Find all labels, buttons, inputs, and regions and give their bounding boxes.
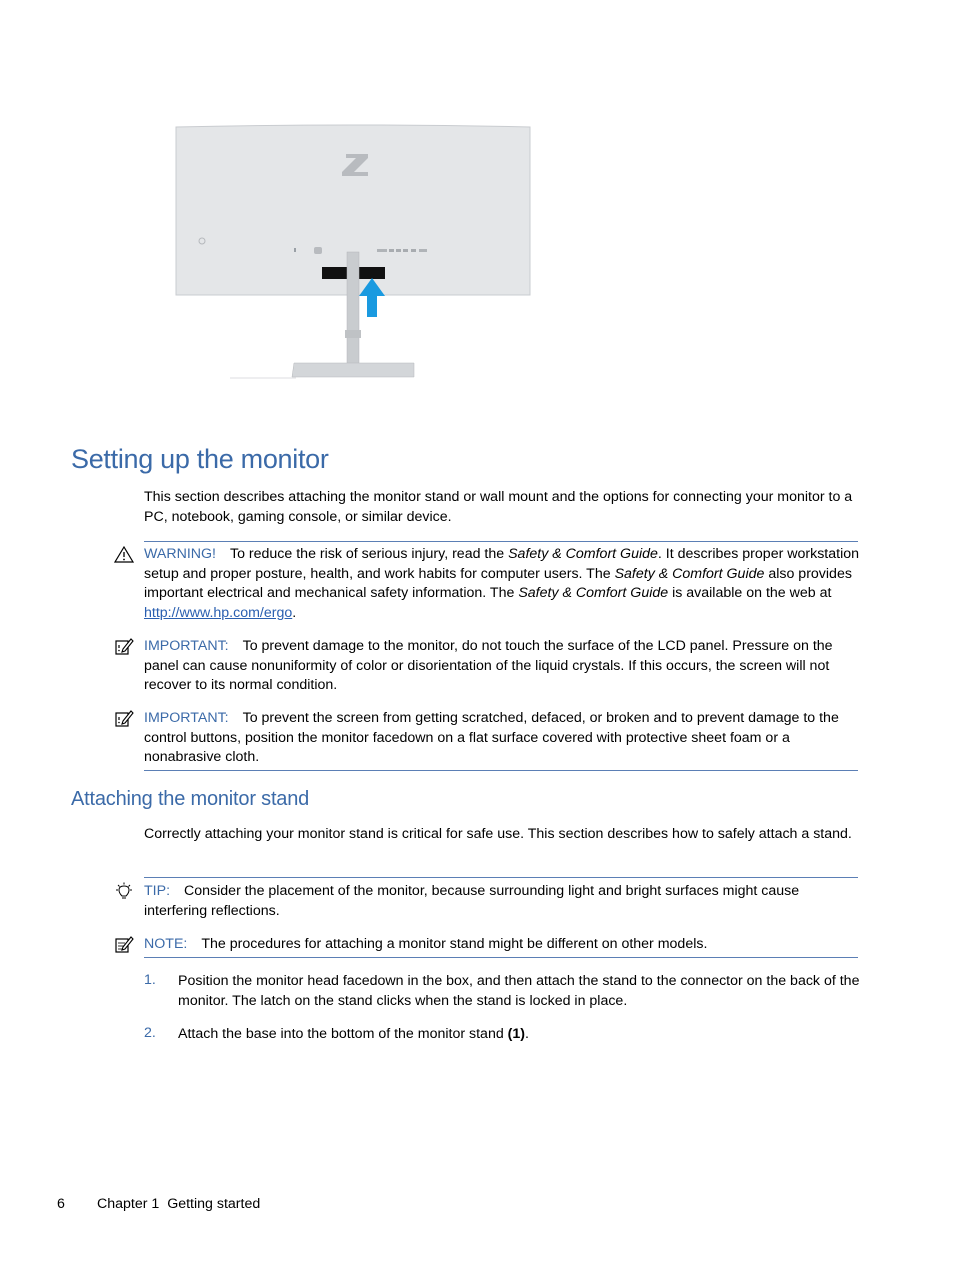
guide-title: Safety & Comfort Guide bbox=[614, 565, 765, 582]
monitor-stand-illustration bbox=[170, 120, 540, 385]
ergo-link[interactable]: http://www.hp.com/ergo bbox=[144, 604, 293, 621]
notice-bottom-rule bbox=[144, 770, 858, 771]
step-text-part: Attach the base into the bottom of the monitor stand bbox=[178, 1026, 508, 1042]
important-text: To prevent damage to the monitor, do not touch the surface of the LCD panel. Pressure on the panel can cause nonuniformity of color or disorientation of the liquid crystals. If this occurs, the screen will not recover to its normal condition. bbox=[144, 638, 833, 693]
guide-title: Safety & Comfort Guide bbox=[508, 546, 658, 562]
stand-intro-paragraph: Correctly attaching your monitor stand is critical for safe use. This section describes how to safely attach a stand. bbox=[144, 826, 852, 842]
note-label: NOTE: bbox=[144, 936, 188, 952]
step-text: Position the monitor head facedown in the box, and then attach the stand to the connector on the back of the monitor. The latch on the stand clicks when the stand is locked in place. bbox=[178, 973, 860, 1009]
monitor-back-drawing bbox=[170, 120, 540, 385]
important-icon bbox=[114, 637, 136, 657]
tip-label: TIP: bbox=[144, 883, 171, 899]
step-number: 2. bbox=[144, 1025, 156, 1041]
step-text-part: . bbox=[525, 1026, 529, 1042]
warning-text: . bbox=[292, 604, 297, 621]
important-notice-scratch bbox=[144, 709, 864, 768]
note-notice bbox=[144, 935, 864, 955]
important-label: IMPORTANT: bbox=[144, 710, 229, 726]
step-text bbox=[178, 1025, 868, 1045]
note-text: The procedures for attaching a monitor stand might be different on other models. bbox=[201, 936, 708, 952]
page-title: Setting up the monitor bbox=[71, 444, 329, 474]
intro-paragraph: This section describes attaching the monitor stand or wall mount and the options for connecting your monitor to a PC, notebook, gaming console, or similar device. bbox=[144, 489, 853, 525]
warning-icon bbox=[114, 545, 136, 565]
important-notice-lcd bbox=[144, 637, 864, 696]
warning-label: WARNING! bbox=[144, 546, 216, 562]
callout-number: (1) bbox=[507, 1026, 526, 1042]
page-number: 6 bbox=[57, 1196, 65, 1212]
guide-title: Safety & Comfort Guide bbox=[518, 585, 669, 601]
tip-text: Consider the placement of the monitor, because surrounding light and bright surfaces might cause interfering reflections. bbox=[144, 883, 800, 919]
tip-top-rule bbox=[144, 877, 858, 878]
important-icon bbox=[114, 709, 136, 729]
warning-text: also provides important electrical and mechanical safety information. The bbox=[144, 565, 852, 601]
warning-text: To reduce the risk of serious injury, read the bbox=[229, 546, 509, 562]
notice-top-rule bbox=[144, 541, 858, 542]
warning-text: is available on the web at bbox=[668, 585, 832, 601]
section-title: Attaching the monitor stand bbox=[71, 788, 310, 810]
important-label: IMPORTANT: bbox=[144, 638, 229, 654]
tip-notice bbox=[144, 882, 864, 921]
lightbulb-icon bbox=[114, 882, 136, 902]
chapter-footer: Chapter 1 Getting started bbox=[97, 1196, 261, 1212]
warning-notice bbox=[144, 545, 864, 623]
step-number: 1. bbox=[144, 972, 156, 988]
note-bottom-rule bbox=[144, 957, 858, 958]
warning-text: . It describes proper workstation setup and proper posture, health, and work habits for computer users. The bbox=[144, 546, 859, 582]
important-text: To prevent the screen from getting scratched, defaced, or broken and to prevent damage to the control buttons, position the monitor facedown on a flat surface covered with protective sheet foam or a nonabrasive cloth. bbox=[144, 710, 839, 765]
note-icon bbox=[114, 935, 136, 955]
